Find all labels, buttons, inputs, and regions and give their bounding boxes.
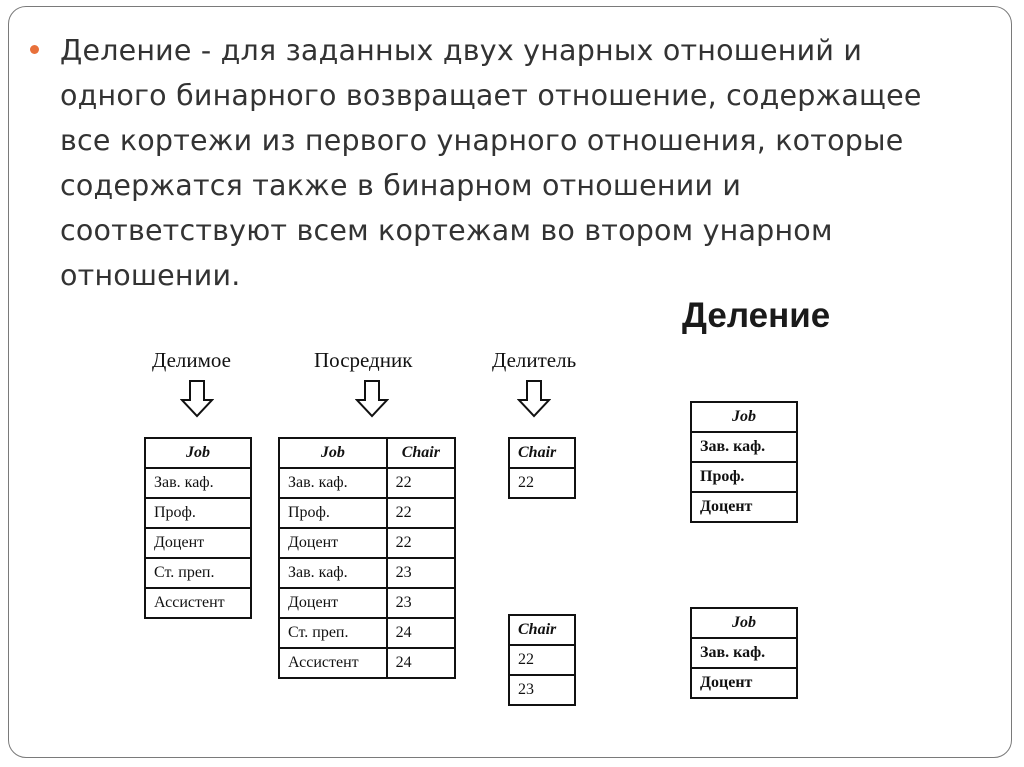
table-cell: Зав. каф. [691, 638, 797, 668]
table-row [691, 432, 797, 462]
table-row [145, 558, 251, 588]
bullet-line: Деление - для заданных двух унарных отношений и [60, 34, 863, 67]
dividend-table [144, 437, 252, 619]
table-cell: Зав. каф. [279, 558, 387, 588]
table-cell: 24 [387, 618, 455, 648]
table-cell: 23 [509, 675, 575, 705]
table-cell: Ассистент [145, 588, 251, 618]
table-cell: Доцент [279, 588, 387, 618]
diagram-title: Деление [682, 296, 831, 335]
table-row [509, 675, 575, 705]
table-cell: 22 [387, 498, 455, 528]
column-header: Job [279, 438, 387, 468]
table-cell: Зав. каф. [691, 432, 797, 462]
bullet-line: содержатся также в бинарном отношении и [60, 169, 742, 202]
table-row [279, 588, 455, 618]
table-row [279, 498, 455, 528]
down-arrow-icon [517, 380, 551, 418]
table-row [691, 668, 797, 698]
table-row [691, 492, 797, 522]
table-cell: Зав. каф. [279, 468, 387, 498]
table-cell: 22 [387, 468, 455, 498]
table-cell: 23 [387, 558, 455, 588]
column-header: Chair [387, 438, 455, 468]
table-row [279, 468, 455, 498]
table-row [145, 498, 251, 528]
table-cell: Проф. [691, 462, 797, 492]
result-table-1 [690, 401, 798, 523]
table-cell: Проф. [279, 498, 387, 528]
divisor-label: Делитель [492, 348, 577, 372]
table-cell: 22 [387, 528, 455, 558]
bullet-dot-icon [30, 45, 39, 54]
table-cell: Доцент [279, 528, 387, 558]
table-cell: 23 [387, 588, 455, 618]
divisor-table-2 [508, 614, 576, 706]
column-header: Chair [509, 615, 575, 645]
bullet-line: все кортежи из первого унарного отношения, которые [60, 124, 904, 157]
bullet-point [30, 28, 990, 298]
table-cell: Ст. преп. [145, 558, 251, 588]
table-row [279, 558, 455, 588]
table-row [691, 462, 797, 492]
table-cell: Ст. преп. [279, 618, 387, 648]
column-header: Job [145, 438, 251, 468]
table-cell: 22 [509, 645, 575, 675]
table-cell: Проф. [145, 498, 251, 528]
down-arrow-icon [180, 380, 214, 418]
table-row [691, 638, 797, 668]
bullet-line: отношении. [60, 259, 241, 292]
table-row [279, 648, 455, 678]
table-cell: Доцент [691, 668, 797, 698]
intermediary-label: Посредник [314, 348, 413, 372]
table-cell: 22 [509, 468, 575, 498]
divisor-table-1 [508, 437, 576, 499]
table-cell: 24 [387, 648, 455, 678]
table-row [145, 588, 251, 618]
table-row [279, 528, 455, 558]
bullet-line: одного бинарного возвращает отношение, содержащее [60, 79, 922, 112]
table-cell: Зав. каф. [145, 468, 251, 498]
table-row [509, 468, 575, 498]
table-row [145, 528, 251, 558]
dividend-label: Делимое [152, 348, 231, 372]
intermediary-table [278, 437, 456, 679]
result-table-2 [690, 607, 798, 699]
down-arrow-icon [355, 380, 389, 418]
column-header: Job [691, 608, 797, 638]
column-header: Job [691, 402, 797, 432]
table-row [145, 468, 251, 498]
table-row [279, 618, 455, 648]
table-cell: Доцент [145, 528, 251, 558]
table-cell: Доцент [691, 492, 797, 522]
column-header: Chair [509, 438, 575, 468]
bullet-line: соответствуют всем кортежам во втором унарном [60, 214, 833, 247]
bullet-text [60, 28, 990, 298]
table-row [509, 645, 575, 675]
table-cell: Ассистент [279, 648, 387, 678]
